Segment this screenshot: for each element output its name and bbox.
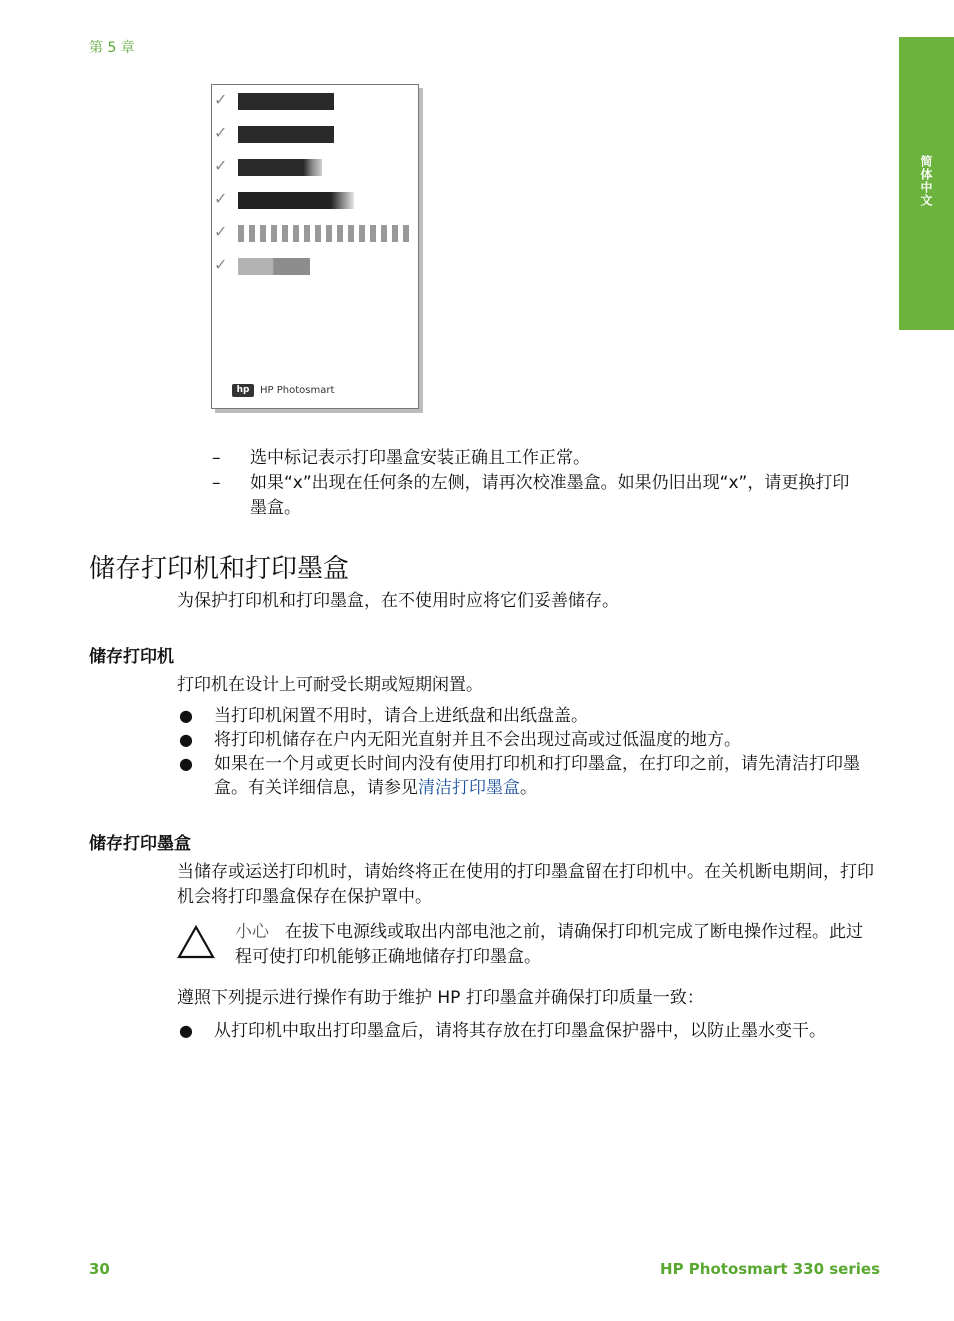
language-tab-label: 简体中文 [919,155,933,207]
section-intro: 为保护打印机和打印墨盒，在不使用时应将它们妥善储存。 [177,591,619,611]
tips-intro: 遵照下列提示进行操作有助于维护 HP 打印墨盒并确保打印质量一致： [177,988,704,1008]
cartridge-intro: 当储存或运送打印机时，请始终将正在使用的打印墨盒留在打印机中。在关机断电期间，打印机会将打印墨盒保存在保护罩中。 [177,862,874,907]
figure-brand: HP Photosmart [260,385,335,396]
figure-note: – 选中标记表示打印墨盒安装正确且工作正常。 [212,448,590,468]
color-bar [238,258,310,275]
list-item: ● 当打印机闲置不用时，请合上进纸盘和出纸盘盖。 [179,706,588,726]
list-item: ● 从打印机中取出打印墨盒后，请将其存放在打印墨盒保护器中，以防止墨水变干。 [179,1021,826,1041]
color-bar [238,225,410,242]
calibration-row [212,254,418,276]
page-number: 30 [89,1260,110,1278]
checkmark-icon: ✓ [214,255,228,274]
calibration-row [212,122,418,144]
checkmark-icon: ✓ [214,222,228,241]
checkmark-icon: ✓ [214,90,228,109]
calibration-row [212,155,418,177]
clean-cartridge-link[interactable]: 清洁打印墨盒 [418,778,520,798]
tips-list [177,1019,877,1043]
figure-note: – 如果“x”出现在任何条的左侧，请再次校准墨盒。如果仍旧出现“x”，请更换打印墨盒。 [212,473,850,518]
calibration-page-figure [211,84,419,409]
chapter-label: 第 5 章 [89,40,135,56]
figure-notes [212,446,852,521]
checkmark-icon: ✓ [214,189,228,208]
warning-icon [177,925,215,959]
printer-heading: 储存打印机 [89,647,174,667]
color-bar [238,93,334,110]
product-name: HP Photosmart 330 series [660,1260,880,1278]
color-bar [238,159,322,176]
caution-text: 在拔下电源线或取出内部电池之前，请确保打印机完成了断电操作过程。此过程可使打印机能够正确地储存打印墨盒。 [235,922,863,967]
printer-bullets [177,704,877,800]
checkmark-icon: ✓ [214,156,228,175]
color-bar [238,126,334,143]
hp-logo: hp [232,384,254,397]
calibration-row [212,221,418,243]
cartridge-heading: 储存打印墨盒 [89,834,191,854]
list-item: ● 如果在一个月或更长时间内没有使用打印机和打印墨盒，在打印之前，请先清洁打印墨盒。有关详细信息，请参见清洁打印墨盒。 [179,754,860,798]
color-bar [238,192,354,209]
calibration-row [212,188,418,210]
calibration-row [212,89,418,111]
printer-intro: 打印机在设计上可耐受长期或短期闲置。 [177,675,483,695]
checkmark-icon: ✓ [214,123,228,142]
caution-label: 小心 [235,922,269,942]
list-item: ● 将打印机储存在户内无阳光直射并且不会出现过高或过低温度的地方。 [179,730,741,750]
section-title: 储存打印机和打印墨盒 [89,554,350,584]
language-tab [899,37,954,330]
